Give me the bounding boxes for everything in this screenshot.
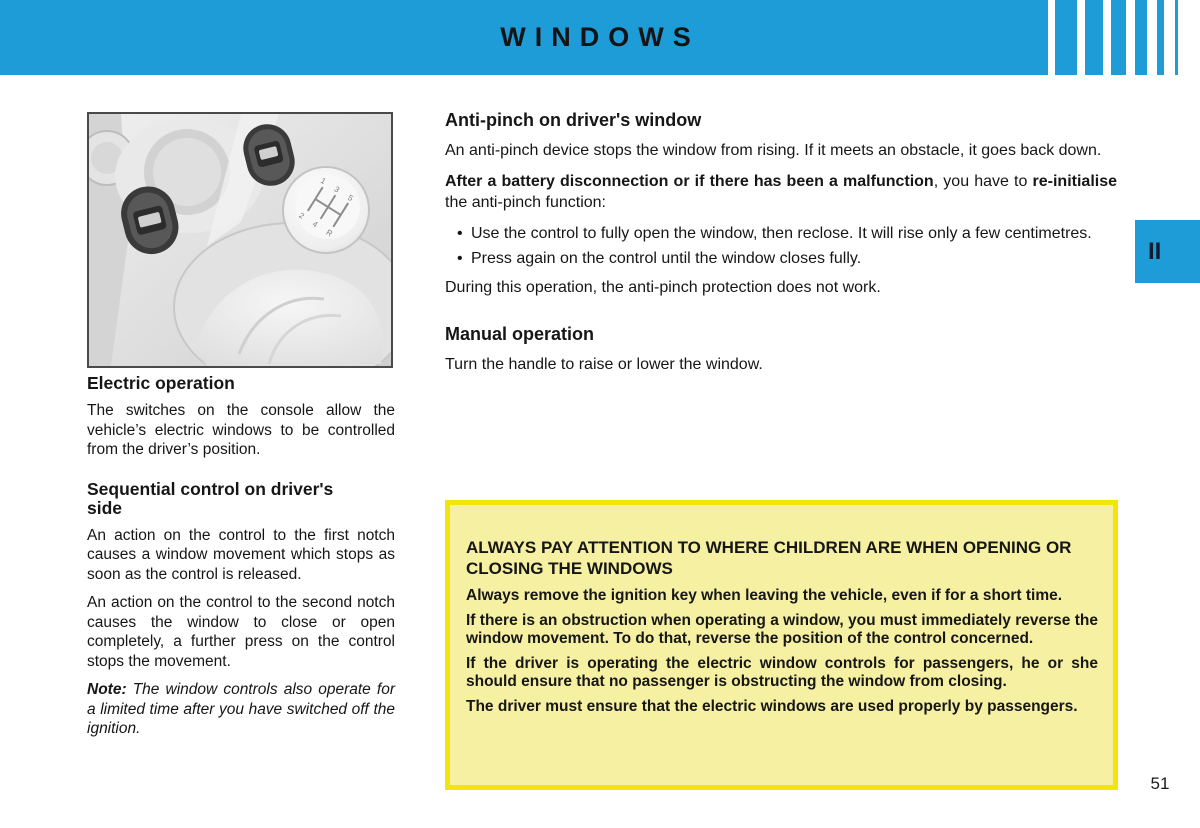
bullet-item: • Press again on the control until the window closes fully. xyxy=(445,248,1117,269)
sequential-paragraph-2: An action on the control to the second notch causes the window to close or open completely, a further press on the control stops the movement. xyxy=(87,594,395,670)
console-photo xyxy=(87,112,393,368)
paragraph-text: the anti-pinch function: xyxy=(445,194,606,211)
warning-paragraph: Always remove the ignition key when leaving the vehicle, even if for a short time. xyxy=(466,587,1063,604)
warning-paragraph: If the driver is operating the electric window controls for passengers, he or she should ensure that no passenger is obstructing the window from closing. xyxy=(466,655,1098,690)
warning-title: ALWAYS PAY ATTENTION TO WHERE CHILDREN ARE WHEN OPENING OR CLOSING THE WINDOWS xyxy=(466,538,1072,578)
gear-knob xyxy=(283,167,369,253)
svg-text:4: 4 xyxy=(310,219,320,230)
svg-text:3: 3 xyxy=(332,184,342,195)
sequential-control-heading: Sequential control on driver's side xyxy=(87,478,334,518)
note-label: Note: xyxy=(87,681,127,698)
sequential-note xyxy=(87,680,395,739)
svg-text:1: 1 xyxy=(318,176,328,187)
warning-paragraph: If there is an obstruction when operating a window, you must immediately reverse the window movement. To do that, reverse the position of the control concerned. xyxy=(466,612,1098,647)
svg-text:5: 5 xyxy=(346,193,355,203)
warning-paragraph: The driver must ensure that the electric windows are used properly by passengers. xyxy=(466,698,1078,715)
sequential-paragraph-1: An action on the control to the first notch causes a window movement which stops as soon as the control is released. xyxy=(87,526,395,583)
console-photo-illustration xyxy=(89,114,391,366)
svg-text:2: 2 xyxy=(297,210,306,221)
section-tab xyxy=(1135,220,1200,283)
right-column xyxy=(445,110,1117,385)
note-text: The window controls also operate for a limited time after you have switched off the ignition. xyxy=(87,681,395,737)
anti-pinch-paragraph-3: During this operation, the anti-pinch protection does not work. xyxy=(445,279,881,296)
bullet-item: • Use the control to fully open the window, then reclose. It will rise only a few centimetres. xyxy=(445,223,1117,244)
manual-operation-heading: Manual operation xyxy=(445,324,595,344)
anti-pinch-paragraph-2 xyxy=(445,171,1117,213)
section-tab-label: II xyxy=(1148,237,1162,265)
anti-pinch-paragraph-1: An anti-pinch device stops the window from rising. If it meets an obstacle, it goes back down. xyxy=(445,142,1102,159)
electric-operation-body: The switches on the console allow the vehicle’s electric windows to be controlled from the driver’s position. xyxy=(87,402,395,458)
electric-operation-heading: Electric operation xyxy=(87,373,235,393)
paragraph-text: , you have to xyxy=(933,173,1033,190)
page-number: 51 xyxy=(1150,774,1170,793)
anti-pinch-bullet-list xyxy=(445,223,1117,269)
left-column xyxy=(87,374,395,748)
re-initialise-bold: re-initialise xyxy=(1032,173,1118,190)
page-title: WINDOWS xyxy=(500,22,700,52)
svg-text:R: R xyxy=(324,227,335,239)
anti-pinch-heading: Anti-pinch on driver's window xyxy=(445,110,702,130)
warning-box xyxy=(445,500,1118,790)
battery-disconnection-bold: After a battery disconnection or if there has been a malfunction xyxy=(445,173,934,190)
manual-operation-body: Turn the handle to raise or lower the window. xyxy=(445,356,763,373)
